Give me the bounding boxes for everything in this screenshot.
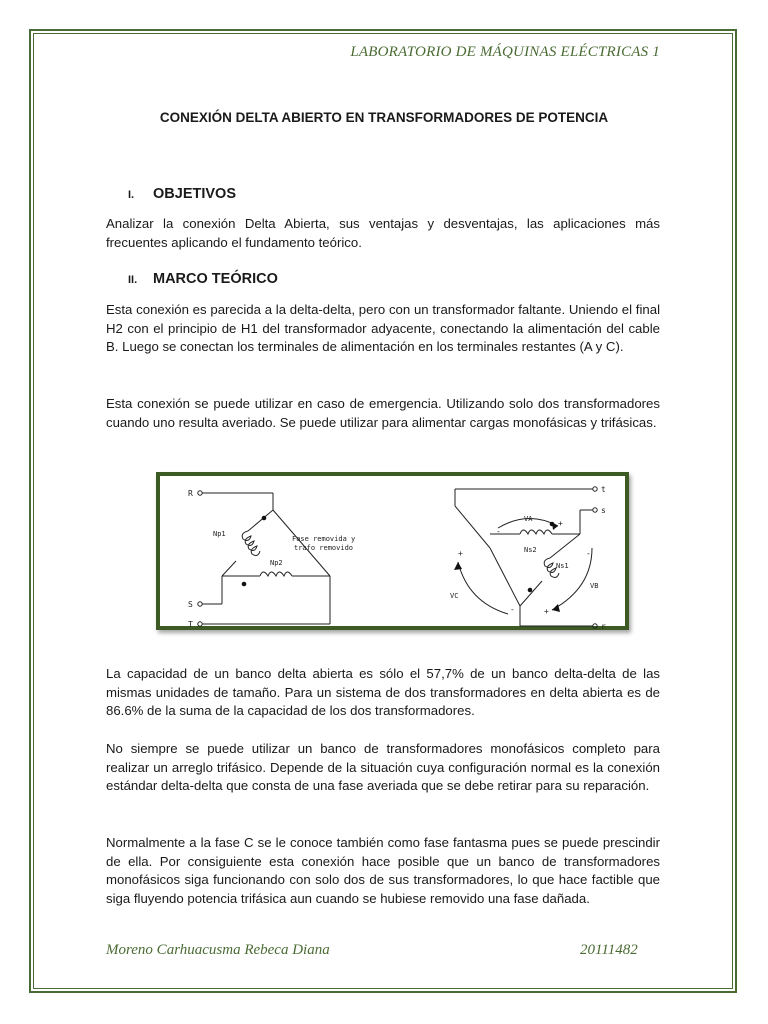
open-delta-schematic — [160, 476, 625, 631]
paragraph-marco-5: Normalmente a la fase C se le conoce también como fase fantasma pues se puede prescindir de ella. Por consiguiente esta conexión hace posible que un banco de transformadores monofásicos siga funcionando con solo dos de sus transformadores, lo que hace factible que siga fluyendo potencia trifásica aun cuando se hubiese removido una fase dañada. — [106, 835, 660, 907]
footer-student-code: 20111482 — [580, 942, 638, 958]
coil-np2 — [260, 572, 292, 576]
label-vc: VC — [450, 592, 459, 600]
label-ns2: Ns2 — [524, 546, 537, 554]
label-np1: Np1 — [213, 530, 226, 538]
section-number: II. — [128, 274, 138, 286]
arrow-vc — [458, 562, 508, 614]
label-terminal-r-sec: r — [601, 622, 606, 631]
sign-vc-plus: + — [458, 549, 463, 558]
paragraph-objetivos: Analizar la conexión Delta Abierta, sus ventajas y desventajas, las aplicaciones más frecuentes aplicando el fundamento teórico. — [106, 216, 660, 250]
terminal-r-dot — [198, 491, 202, 495]
note-line2: trafo removido — [294, 544, 354, 552]
terminal-s-dot — [198, 602, 202, 606]
sign-vc-minus: - — [510, 605, 515, 614]
note-line1: Fase removida y — [292, 535, 356, 543]
coil-ns2 — [520, 530, 552, 534]
sign-va-plus: + — [558, 519, 563, 528]
paragraph-marco-1: Esta conexión es parecida a la delta-delta, pero con un transformador faltante. Uniendo el final H2 con el principio de H1 del transformador adyacente, conectando la alimentación del cable B. Luego se conectan los terminales de alimentación en los terminales restantes (A y C). — [106, 302, 660, 355]
terminal-s-dot — [593, 508, 597, 512]
sign-vb-minus: - — [586, 549, 591, 558]
section-title: MARCO TEÓRICO — [153, 271, 278, 287]
label-vb: VB — [590, 582, 599, 590]
label-terminal-s-sec: s — [601, 506, 606, 515]
terminal-t-dot — [593, 487, 597, 491]
label-terminal-t: T — [188, 620, 193, 629]
sign-vb-plus: + — [544, 607, 549, 616]
course-header: LABORATORIO DE MÁQUINAS ELÉCTRICAS 1 — [350, 44, 660, 60]
terminal-r-dot — [593, 624, 597, 628]
open-delta-diagram — [156, 472, 629, 630]
paragraph-marco-3: La capacidad de un banco delta abierta es sólo el 57,7% de un banco delta-delta de las mismas unidades de tamaño. Para un sistema de dos transformadores en delta abierta es de 86.6% de la suma de la capacidad de los dos transformadores. — [106, 666, 660, 719]
label-np2: Np2 — [270, 559, 283, 567]
document-title: CONEXIÓN DELTA ABIERTO EN TRANSFORMADORES DE POTENCIA — [159, 110, 609, 125]
label-ns1: Ns1 — [556, 562, 569, 570]
terminal-t-dot — [198, 622, 202, 626]
label-va: VA — [524, 515, 533, 523]
footer-author: Moreno Carhuacusma Rebeca Diana — [106, 942, 330, 958]
section-title: OBJETIVOS — [153, 186, 236, 202]
paragraph-marco-4: No siempre se puede utilizar un banco de transformadores monofásicos completo para realizar un arreglo trifásico. Depende de la situación cuya configuración normal es la conexión estándar delta-delta que consta de una fase averiada que se debe retirar para su reparación. — [106, 741, 660, 794]
sign-va-minus: - — [496, 527, 501, 536]
section-heading-marco-teorico — [128, 271, 278, 287]
paragraph-marco-2: Esta conexión se puede utilizar en caso de emergencia. Utilizando solo dos transformadores cuando uno resulta averiado. Se puede utilizar para alimentar cargas monofásicas y trifásicas. — [106, 396, 660, 430]
label-terminal-s: S — [188, 600, 193, 609]
section-heading-objetivos — [128, 186, 236, 202]
label-terminal-t-sec: t — [601, 485, 606, 494]
section-number: I. — [128, 189, 135, 201]
label-terminal-r: R — [188, 489, 193, 498]
coil-np1 — [242, 531, 260, 555]
